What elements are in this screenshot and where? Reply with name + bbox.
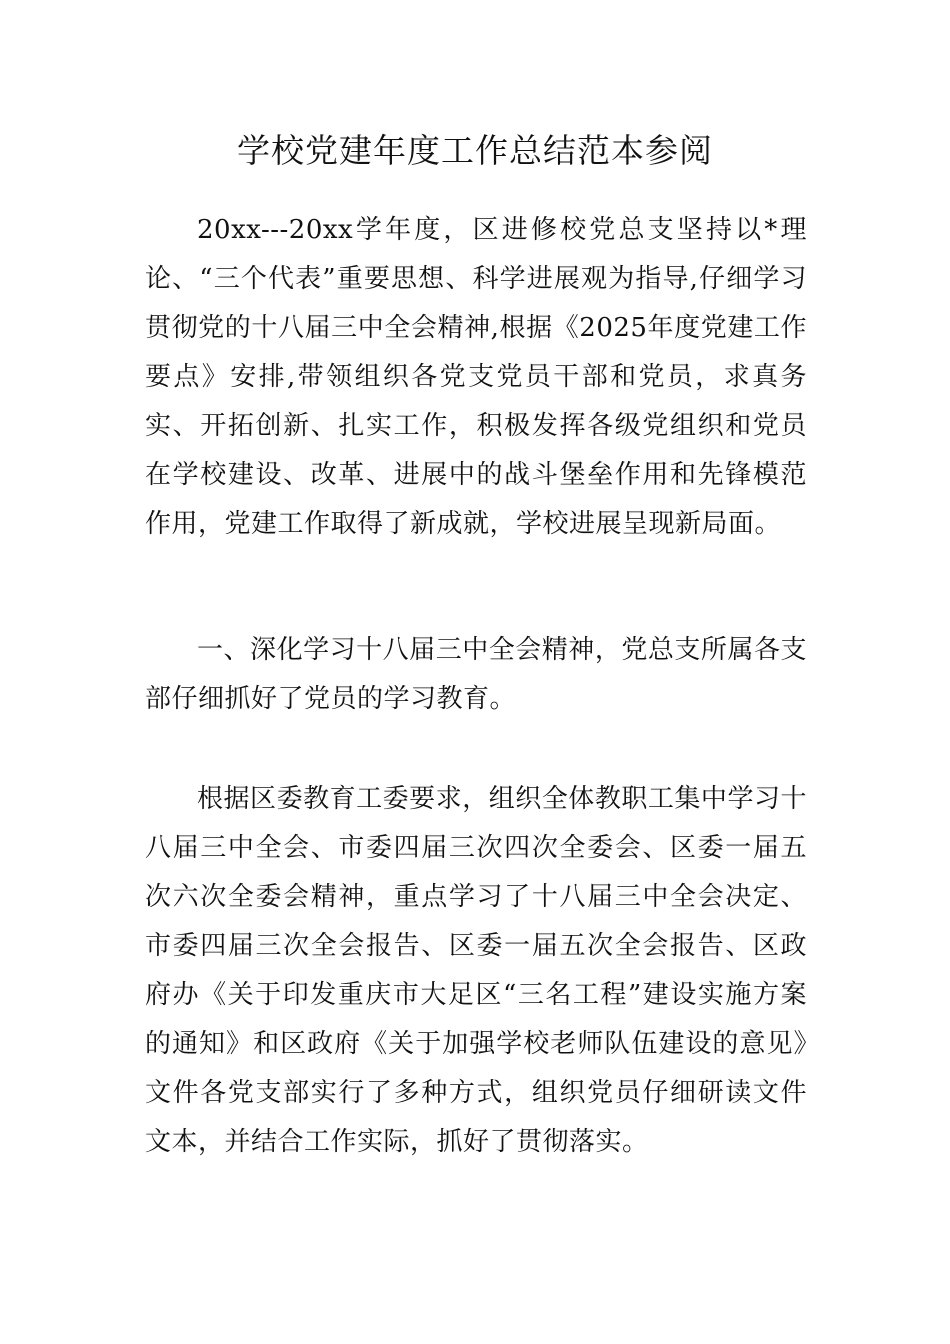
paragraph-text: 根据区委教育工委要求，组织全体教职工集中学习十八届三中全会、市委四届三次四次全委会、区委一届五次六次全委会精神，重点学习了十八届三中全会决定、市委四届三次全会报告、区委一届五次全会报告、区政府办《关于印发重庆市大足区“三名工程”建设实施方案的通知》和区政府《关于加强学校老师队伍建设的意见》文件各党支部实行了多种方式，组织党员仔细研读文件文本，并结合工作实际，抓好了贯彻落实。 <box>145 784 807 1157</box>
document-title: 学校党建年度工作总结范本参阅 <box>237 131 713 170</box>
paragraph-section-heading-1 <box>145 626 807 724</box>
paragraph-text: 一、深化学习十八届三中全会精神，党总支所属各支部仔细抓好了党员的学习教育。 <box>145 635 807 714</box>
paragraph-text: 20xx---20xx学年度，区进修校党总支坚持以*理论、“三个代表”重要思想、科学进展观为指导,仔细学习贯彻党的十八届三中全会精神,根据《2025年度党建工作要点》安排,带领组织各党支党员干部和党员，求真务实、开拓创新、扎实工作，积极发挥各级党组织和党员在学校建设、改革、进展中的战斗堡垒作用和先锋模范作用，党建工作取得了新成就，学校进展呈现新局面。 <box>145 215 807 539</box>
paragraph-section-body-1 <box>145 775 807 1167</box>
paragraph-intro <box>145 206 807 549</box>
